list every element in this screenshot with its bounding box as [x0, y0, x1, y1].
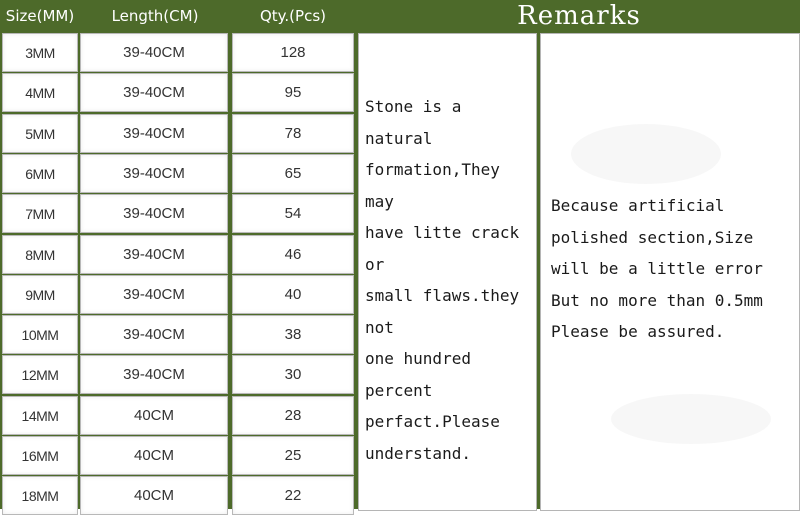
remarks-line: or [365, 254, 385, 274]
table-row [0, 33, 356, 74]
table-row [0, 396, 356, 437]
header-remarks: Remarks [517, 0, 641, 31]
table-row [0, 436, 356, 477]
remarks-line: small flaws.they [365, 286, 520, 305]
cell-length: 39-40CM [80, 73, 228, 112]
cell-length: 40CM [80, 476, 228, 515]
cell-qty: 54 [232, 194, 354, 233]
cell-qty: 25 [232, 436, 354, 475]
table-row [0, 355, 356, 396]
remarks-right-text [551, 190, 763, 348]
cell-length: 40CM [80, 436, 228, 475]
remarks-line: Because artificial [551, 196, 725, 215]
cell-length: 39-40CM [80, 194, 228, 233]
table-row [0, 194, 356, 235]
cell-qty: 95 [232, 73, 354, 112]
remarks-left-text [365, 91, 519, 469]
cell-size: 7MM [2, 194, 78, 233]
remarks-line: will be a little error [551, 259, 763, 278]
remarks-line: understand. [365, 443, 471, 463]
cell-length: 39-40CM [80, 114, 228, 153]
cell-qty: 38 [232, 315, 354, 354]
cell-length: 39-40CM [80, 355, 228, 394]
remarks-line: perfact.Please [365, 412, 500, 431]
cell-size: 6MM [2, 154, 78, 193]
cell-length: 39-40CM [80, 33, 228, 72]
watermark-blur [611, 394, 771, 444]
cell-size: 10MM [2, 315, 78, 354]
cell-length: 39-40CM [80, 315, 228, 354]
remarks-line: one hundred [365, 349, 471, 368]
remarks-natural-stone [358, 33, 537, 511]
remarks-line: polished section,Size [551, 227, 754, 247]
header-length: Length(CM) [111, 6, 199, 25]
header-size: Size(MM) [5, 6, 75, 25]
cell-length: 39-40CM [80, 235, 228, 274]
cell-length: 40CM [80, 396, 228, 435]
table-row [0, 315, 356, 356]
remarks-line: But no more than 0.5mm [551, 290, 763, 310]
watermark-blur [571, 124, 721, 184]
remarks-line: percent [365, 380, 433, 400]
remarks-size-error [540, 33, 800, 511]
cell-size: 16MM [2, 436, 78, 475]
table-row [0, 114, 356, 155]
remarks-line: natural [365, 128, 433, 148]
cell-qty: 28 [232, 396, 354, 435]
cell-qty: 128 [232, 33, 354, 72]
table-row [0, 154, 356, 195]
table-row [0, 275, 356, 316]
table-row [0, 476, 356, 517]
table-row [0, 235, 356, 276]
table-row [0, 73, 356, 114]
remarks-line: have litte crack [365, 223, 520, 242]
cell-size: 5MM [2, 114, 78, 153]
cell-qty: 78 [232, 114, 354, 153]
remarks-line: not [365, 317, 394, 337]
cell-size: 12MM [2, 355, 78, 394]
remarks-line: Please be assured. [551, 322, 725, 341]
cell-qty: 46 [232, 235, 354, 274]
remarks-line: Stone is a [365, 97, 462, 116]
cell-qty: 30 [232, 355, 354, 394]
cell-qty: 65 [232, 154, 354, 193]
cell-size: 8MM [2, 235, 78, 274]
remarks-line: may [365, 191, 394, 211]
cell-size: 9MM [2, 275, 78, 314]
cell-length: 39-40CM [80, 275, 228, 314]
cell-size: 18MM [2, 476, 78, 515]
cell-qty: 22 [232, 476, 354, 515]
table-header [0, 0, 800, 31]
cell-qty: 40 [232, 275, 354, 314]
cell-size: 14MM [2, 396, 78, 435]
cell-length: 39-40CM [80, 154, 228, 193]
cell-size: 4MM [2, 73, 78, 112]
remarks-line: formation,They [365, 160, 500, 179]
header-qty: Qty.(Pcs) [259, 6, 326, 25]
cell-size: 3MM [2, 33, 78, 72]
